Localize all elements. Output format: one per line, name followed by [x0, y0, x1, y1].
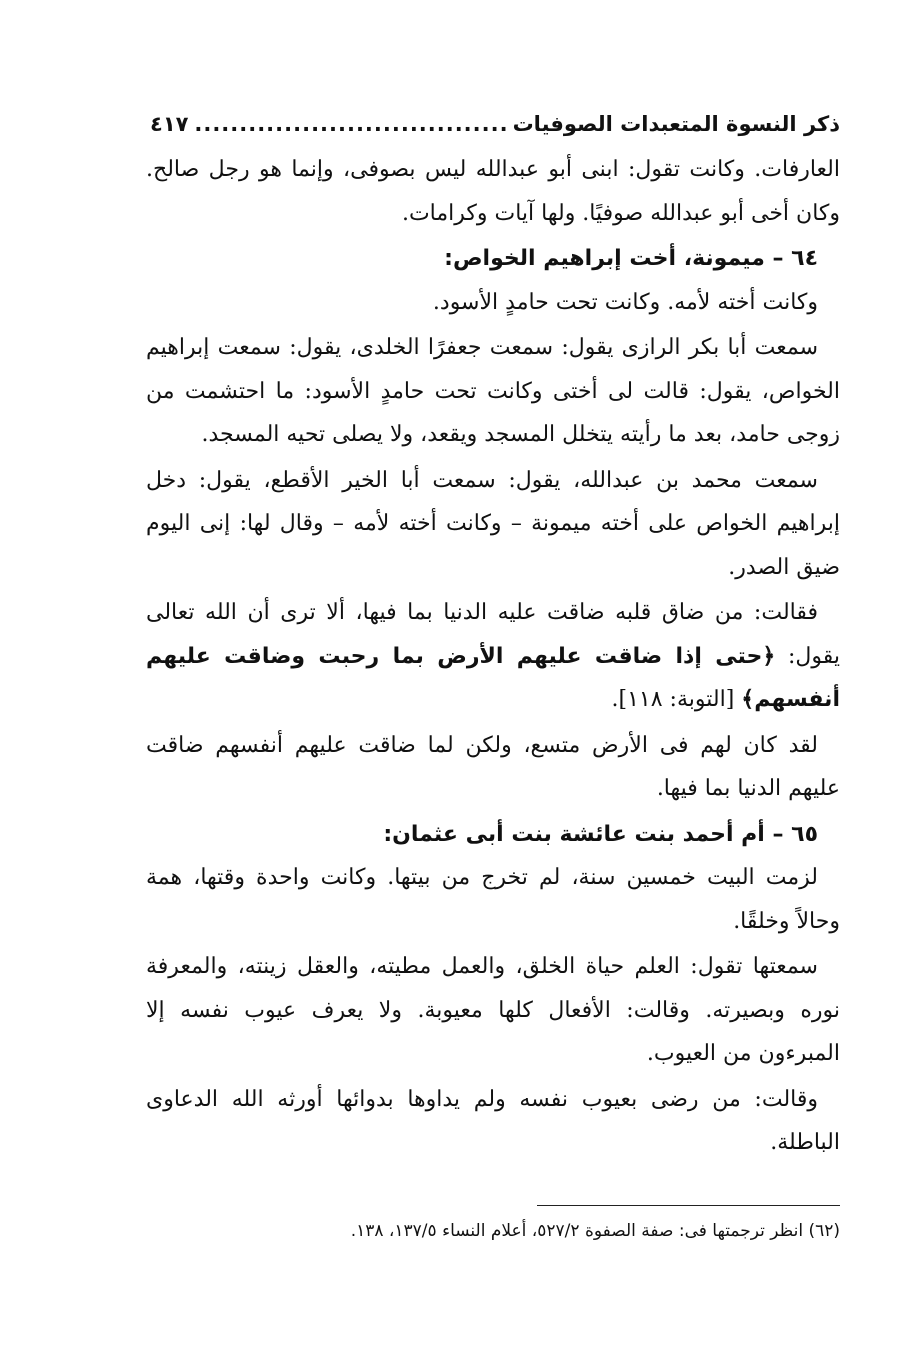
footnote: (٦٢) انظر ترجمتها فى: صفة الصفوة ٥٢٧/٢، أعلام النساء ١٣٧/٥، ١٣٨.	[350, 1221, 840, 1241]
quran-verse: ﴿حتى إذا ضاقت عليهم الأرض بما رحبت وضاقت عليهم أنفسهم﴾	[146, 643, 840, 712]
page-number: ٤١٧	[150, 112, 189, 136]
running-header	[150, 104, 840, 144]
header-leader-dots: ...................................	[194, 112, 509, 136]
verse-reference: [التوبة: ١١٨].	[611, 687, 735, 712]
paragraph: العارفات. وكانت تقول: ابنى أبو عبدالله ليس بصوفى، وإنما هو رجل صالح. وكان أخى أبو عبدالله صوفيًا. ولها آيات وكرامات.	[146, 157, 840, 226]
paragraph: لزمت البيت خمسين سنة، لم تخرج من بيتها. وكانت واحدة وقتها، همة وحالاً وخلقًا.	[146, 865, 840, 934]
paragraph: سمعتها تقول: العلم حياة الخلق، والعمل مطيته، والعقل زينته، والمعرفة نوره وبصيرته. وقالت: الأفعال كلها معيوبة. ولا يعرف عيوب نفسه إلا المبرءون من العيوب.	[146, 954, 840, 1066]
paragraph: وقالت: من رضى بعيوب نفسه ولم يداوها بدوائها أورثه الله الدعاوى الباطلة.	[146, 1086, 840, 1155]
paragraph: لقد كان لهم فى الأرض متسع، ولكن لما ضاقت عليهم أنفسهم ضاقت عليهم الدنيا بما فيها.	[146, 732, 840, 801]
paragraph: سمعت محمد بن عبدالله، يقول: سمعت أبا الخير الأقطع، يقول: دخل إبراهيم الخواص على أخته ميمونة – وكانت أخته لأمه – وقال لها: إنى اليوم ضيق الصدر.	[146, 467, 840, 580]
footnote-separator	[537, 1205, 840, 1206]
section-heading-64: ٦٤ – ميمونة، أخت إبراهيم الخواص:	[444, 246, 818, 271]
section-heading-65: ٦٥ – أم أحمد بنت عائشة بنت أبى عثمان:	[383, 821, 818, 847]
paragraph-quran-quote	[146, 591, 840, 722]
paragraph: وكانت أخته لأمه. وكانت تحت حامدٍ الأسود.	[432, 289, 818, 315]
paragraph-text: فقالت: من ضاق قلبه ضاقت عليه الدنيا بما فيها، ألا ترى أن الله تعالى يقول:	[146, 600, 840, 669]
body-text	[146, 148, 840, 1167]
header-title: ذكر النسوة المتعبدات الصوفيات	[512, 112, 840, 136]
paragraph: سمعت أبا بكر الرازى يقول: سمعت جعفرًا الخلدى، يقول: سمعت إبراهيم الخواص، يقول: قالت لى أختى وكانت تحت حامدٍ الأسود: ما احتشمت من زوجى حامد، بعد ما رأيته يتخلل المسجد ويقعد، ولا يصلى تحيه المسجد.	[146, 335, 840, 447]
